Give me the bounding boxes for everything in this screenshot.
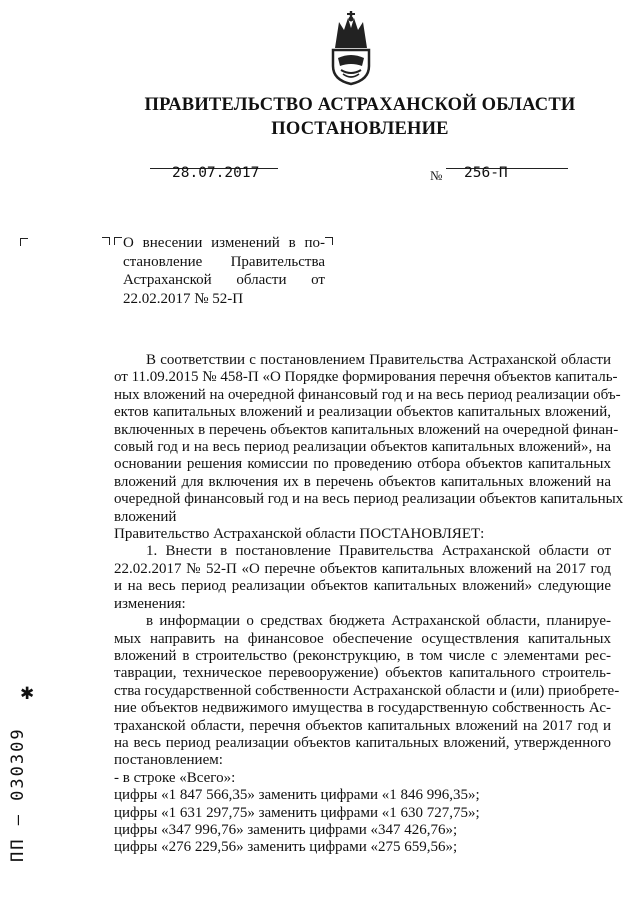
- corner-mark-subject-left-a: [102, 237, 110, 245]
- body-line: на весь период реализации объектов капитальных вложений, утвержденного: [114, 734, 611, 751]
- document-date: 28.07.2017: [172, 165, 260, 181]
- document-body: [114, 352, 624, 857]
- body-line: В соответствии с постановлением Правительства Астраханской области: [146, 352, 611, 368]
- body-line: включенных в перечень объектов капитальных вложений на очередной финан-: [114, 421, 619, 438]
- body-line: вложений в строительство (реконструкцию, в том числе с элементами рес-: [114, 647, 611, 664]
- body-line: изменения:: [114, 595, 186, 612]
- body-line: совый год и на весь период реализации объектов капитальных вложений», на: [114, 439, 611, 456]
- coat-of-arms-emblem: [329, 10, 373, 86]
- body-line: ние объектов недвижимого имущества в государственную собственность Ас-: [114, 700, 611, 717]
- body-line: таврации, техническое перевооружение) объектов капитального строитель-: [114, 665, 611, 682]
- subject-line: Астраханской области от: [123, 272, 325, 288]
- body-line: цифры «347 996,76» заменить цифрами «347 426,76»;: [114, 821, 458, 838]
- corner-mark-subject-right: [325, 237, 333, 245]
- body-line: вложений: [114, 508, 177, 525]
- side-asterisk-mark: ✱: [20, 684, 35, 703]
- body-line: 22.02.2017 № 52-П «О перечне объектов капитальных вложений на 2017 год: [114, 560, 611, 577]
- body-line: траханской области, перечня объектов капитальных вложений на 2017 год и: [114, 717, 611, 734]
- body-line: ных вложений на очередной финансовый год и на весь период реализации объ-: [114, 386, 621, 403]
- body-line: основании решения комиссии по проведению отбора объектов капитальных: [114, 456, 611, 473]
- body-line: в информации о средствах бюджета Астраханской области, планируе-: [146, 613, 611, 630]
- document-type-title: ПОСТАНОВЛЕНИЕ: [271, 119, 449, 139]
- body-line: постановлением:: [114, 752, 223, 769]
- body-line: ства государственной собственности Астраханской области и (или) приобрете-: [114, 682, 620, 699]
- body-line: от 11.09.2015 № 458-П «О Порядке формирования перечня объектов капиталь-: [114, 369, 618, 386]
- body-line: цифры «276 229,56» заменить цифрами «275 659,56»;: [114, 839, 458, 856]
- body-line: вложений для включения их в перечень объектов капитальных вложений на: [114, 473, 611, 490]
- number-sign: №: [430, 168, 443, 183]
- subject-line: О внесении изменений в по-: [123, 235, 325, 251]
- body-line: очередной финансовый год и на весь период реализации объектов капитальных: [114, 491, 624, 508]
- body-line: цифры «1 631 297,75» заменить цифрами «1 630 727,75»;: [114, 804, 480, 821]
- subject-line: 22.02.2017 № 52-П: [123, 290, 244, 307]
- corner-mark-left: [20, 238, 28, 246]
- body-line: мых направить на финансовое обеспечение осуществления капитальных: [114, 630, 611, 647]
- document-number: 256-П: [464, 165, 508, 181]
- body-line: и на весь период реализации объектов капитальных вложений» следующие: [114, 578, 611, 595]
- body-line: - в строке «Всего»:: [114, 769, 236, 786]
- body-line: цифры «1 847 566,35» заменить цифрами «1 846 996,35»;: [114, 787, 480, 804]
- body-line: 1. Внести в постановление Правительства Астраханской области от: [146, 543, 611, 560]
- side-document-code: ПП – 030309: [8, 727, 28, 862]
- document-subject: [123, 234, 325, 308]
- organization-title: ПРАВИТЕЛЬСТВО АСТРАХАНСКОЙ ОБЛАСТИ: [144, 95, 576, 115]
- subject-line: становление Правительства: [123, 253, 325, 270]
- body-line: ектов капитальных вложений и реализации объектов капитальных вложений,: [114, 404, 611, 421]
- corner-mark-subject-left-b: [114, 237, 122, 245]
- body-line: Правительство Астраханской области ПОСТАНОВЛЯЕТ:: [114, 526, 485, 543]
